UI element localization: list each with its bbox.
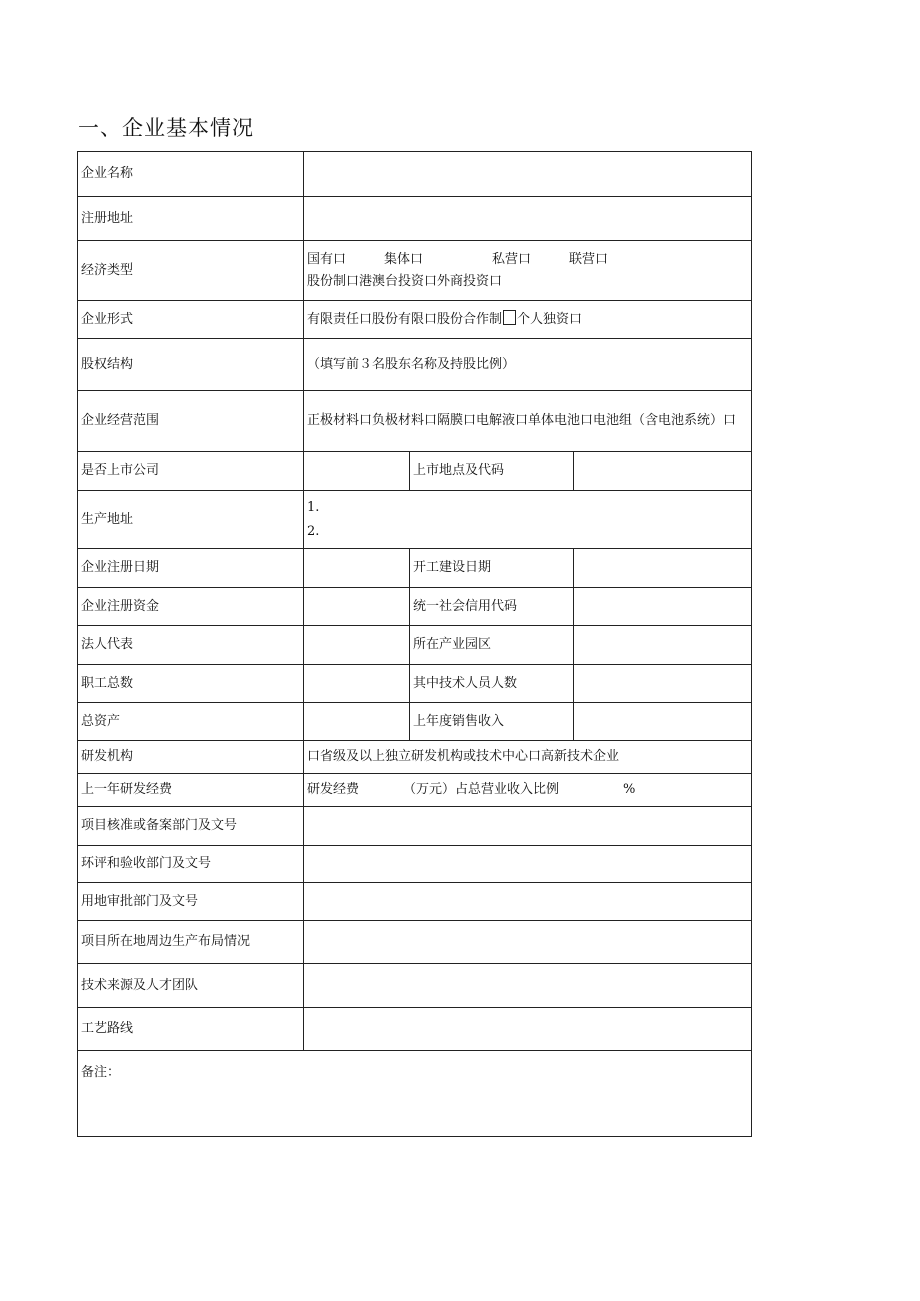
row-rd-expense: [78, 774, 752, 807]
process-route-label: 工艺路线: [78, 1008, 304, 1051]
option-private[interactable]: 私营口: [492, 251, 532, 267]
enterprise-form-options-text: 有限责任口股份有限口股份合作制: [307, 311, 503, 327]
total-assets-label: 总资产: [78, 703, 304, 741]
credit-code-label: 统一社会信用代码: [410, 588, 574, 626]
tech-staff-field[interactable]: [574, 665, 752, 703]
row-rd-institution: [78, 741, 752, 774]
rd-expense-percent: %: [623, 782, 636, 797]
listed-field[interactable]: [304, 452, 410, 491]
row-legal-rep: [78, 626, 752, 665]
listed-label: 是否上市公司: [78, 452, 304, 491]
row-total-assets: [78, 703, 752, 741]
enterprise-form-label: 企业形式: [78, 301, 304, 339]
option-state-owned[interactable]: 国有口: [307, 251, 347, 267]
row-enterprise-form: [78, 301, 752, 339]
construction-date-label: 开工建设日期: [410, 549, 574, 588]
production-address-label: 生产地址: [78, 491, 304, 549]
registered-capital-field[interactable]: [304, 588, 410, 626]
rd-expense-field[interactable]: [304, 774, 752, 807]
rd-institution-options[interactable]: 口省级及以上独立研发机构或技术中心口高新技术企业: [304, 741, 752, 774]
tech-source-label: 技术来源及人才团队: [78, 964, 304, 1008]
equity-structure-label: 股权结构: [78, 339, 304, 391]
land-approval-field[interactable]: [304, 883, 752, 921]
enterprise-form-options[interactable]: [304, 301, 752, 339]
legal-rep-label: 法人代表: [78, 626, 304, 665]
listing-location-field[interactable]: [574, 452, 752, 491]
row-total-staff: [78, 665, 752, 703]
total-assets-field[interactable]: [304, 703, 410, 741]
last-year-revenue-label: 上年度销售收入: [410, 703, 574, 741]
eia-field[interactable]: [304, 846, 752, 883]
economic-type-line1: [307, 249, 751, 271]
project-approval-field[interactable]: [304, 807, 752, 846]
eia-label: 环评和验收部门及文号: [78, 846, 304, 883]
row-registered-address: [78, 197, 752, 241]
notes-field[interactable]: [78, 1051, 752, 1137]
row-notes: [78, 1051, 752, 1137]
surrounding-layout-label: 项目所在地周边生产布局情况: [78, 921, 304, 964]
total-staff-label: 职工总数: [78, 665, 304, 703]
option-collective[interactable]: 集体口: [384, 251, 424, 267]
cooperative-checkbox[interactable]: [503, 310, 516, 325]
economic-type-options[interactable]: [304, 241, 752, 301]
business-scope-options[interactable]: 正极材料口负极材料口隔膜口电解液口单体电池口电池组（含电池系统）口: [304, 391, 752, 452]
row-business-scope: [78, 391, 752, 452]
industrial-park-label: 所在产业园区: [410, 626, 574, 665]
row-economic-type: [78, 241, 752, 301]
sole-proprietorship-option: 个人独资口: [517, 311, 583, 327]
economic-type-line2[interactable]: 股份制口港澳台投资口外商投资口: [307, 273, 503, 289]
registered-address-field[interactable]: [304, 197, 752, 241]
row-project-approval: [78, 807, 752, 846]
registration-date-label: 企业注册日期: [78, 549, 304, 588]
company-name-field[interactable]: [304, 152, 752, 197]
row-process-route: [78, 1008, 752, 1051]
project-approval-label: 项目核准或备案部门及文号: [78, 807, 304, 846]
business-scope-label: 企业经营范围: [78, 391, 304, 452]
registration-date-field[interactable]: [304, 549, 410, 588]
company-name-label: 企业名称: [78, 152, 304, 197]
row-company-name: [78, 152, 752, 197]
rd-expense-label: 上一年研发经费: [78, 774, 304, 807]
land-approval-label: 用地审批部门及文号: [78, 883, 304, 921]
row-listed: [78, 452, 752, 491]
credit-code-field[interactable]: [574, 588, 752, 626]
row-production-address: [78, 491, 752, 549]
registered-address-label: 注册地址: [78, 197, 304, 241]
notes-label: 备注：: [81, 1065, 121, 1080]
enterprise-info-form: [77, 151, 752, 1137]
legal-rep-field[interactable]: [304, 626, 410, 665]
row-surrounding-layout: [78, 921, 752, 964]
surrounding-layout-field[interactable]: [304, 921, 752, 964]
registered-capital-label: 企业注册资金: [78, 588, 304, 626]
tech-staff-label: 其中技术人员人数: [410, 665, 574, 703]
listing-location-label: 上市地点及代码: [410, 452, 574, 491]
row-equity-structure: [78, 339, 752, 391]
rd-expense-prefix: 研发经费: [307, 782, 360, 797]
row-tech-source: [78, 964, 752, 1008]
row-registered-capital: [78, 588, 752, 626]
total-staff-field[interactable]: [304, 665, 410, 703]
industrial-park-field[interactable]: [574, 626, 752, 665]
equity-structure-note[interactable]: （填写前３名股东名称及持股比例）: [304, 339, 752, 391]
row-eia: [78, 846, 752, 883]
rd-institution-label: 研发机构: [78, 741, 304, 774]
row-registration-date: [78, 549, 752, 588]
option-joint[interactable]: 联营口: [569, 251, 609, 267]
construction-date-field[interactable]: [574, 549, 752, 588]
process-route-field[interactable]: [304, 1008, 752, 1051]
production-address-field[interactable]: [304, 491, 752, 549]
row-land-approval: [78, 883, 752, 921]
section-title: 一、企业基本情况: [78, 116, 254, 140]
production-address-item: 2.: [307, 523, 320, 539]
tech-source-field[interactable]: [304, 964, 752, 1008]
last-year-revenue-field[interactable]: [574, 703, 752, 741]
rd-expense-unit-text: （万元）占总营业收入比例: [403, 782, 560, 797]
production-address-item: 1.: [307, 499, 320, 515]
economic-type-label: 经济类型: [78, 241, 304, 301]
